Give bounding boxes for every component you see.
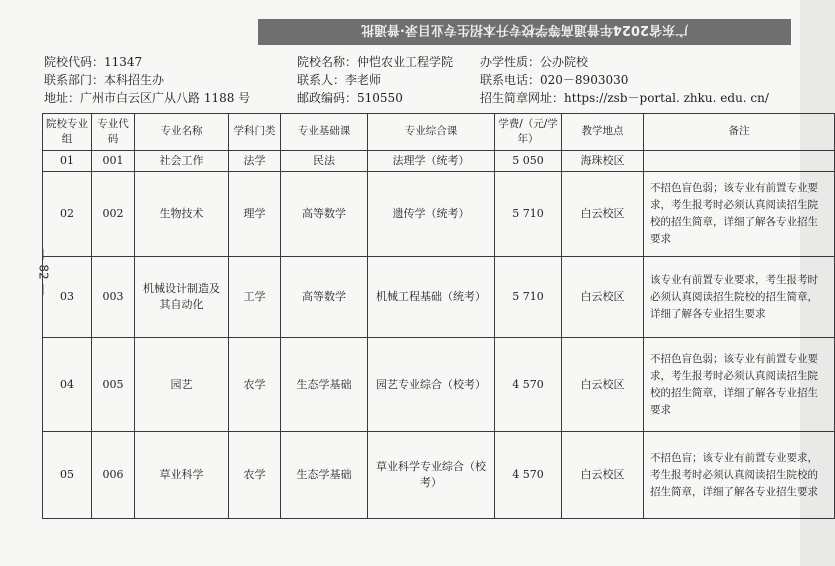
cell-tuition: 5 050 [495,151,562,172]
cell-comprehensive-course: 草业科学专业综合（校考） [368,432,495,519]
table-row [43,338,835,432]
header-remarks: 备注 [644,114,835,151]
cell-location: 白云校区 [562,338,644,432]
cell-basic-course: 民法 [281,151,368,172]
cell-name: 园艺 [135,338,229,432]
cell-comprehensive-course: 机械工程基础（统考） [368,257,495,338]
cell-comprehensive-course: 法理学（统考） [368,151,495,172]
cell-code: 001 [92,151,135,172]
cell-name: 草业科学 [135,432,229,519]
cell-location: 白云校区 [562,432,644,519]
school-nature: 办学性质：公办院校 [480,55,589,69]
school-postcode: 邮政编码：510550 [297,91,403,105]
page-banner: 广东省2024年普通高等学校专升本招生专业目录·普通批 [258,19,791,45]
cell-group: 05 [43,432,92,519]
cell-tuition: 5 710 [495,172,562,257]
table-row [43,257,835,338]
cell-remarks: 不招色盲色弱；该专业有前置专业要求，考生报考时必须认真阅读招生院校的招生简章，详细了解各专业招生要求 [644,172,835,257]
cell-category: 理学 [229,172,281,257]
cell-comprehensive-course: 园艺专业综合（校考） [368,338,495,432]
cell-group: 04 [43,338,92,432]
header-category: 学科门类 [229,114,281,151]
cell-remarks: 该专业有前置专业要求，考生报考时必须认真阅读招生院校的招生简章，详细了解各专业招生要求 [644,257,835,338]
header-group: 院校专业组 [43,114,92,151]
table-header-row [43,114,835,151]
cell-category: 农学 [229,432,281,519]
school-address: 地址：广州市白云区广从八路 1188 号 [44,91,251,105]
contact-person: 联系人：李老师 [297,73,382,87]
cell-remarks [644,151,835,172]
cell-location: 白云校区 [562,257,644,338]
cell-remarks: 不招色盲色弱；该专业有前置专业要求，考生报考时必须认真阅读招生院校的招生简章，详细了解各专业招生要求 [644,338,835,432]
admission-website: 招生简章网址：https://zsb－portal. zhku. edu. cn/ [480,91,769,105]
cell-location: 白云校区 [562,172,644,257]
cell-category: 法学 [229,151,281,172]
header-location: 教学地点 [562,114,644,151]
table-row [43,151,835,172]
cell-basic-course: 生态学基础 [281,338,368,432]
table-row [43,432,835,519]
contact-phone: 联系电话：020－8903030 [480,73,629,87]
cell-code: 003 [92,257,135,338]
cell-category: 农学 [229,338,281,432]
cell-basic-course: 生态学基础 [281,432,368,519]
table-row [43,172,835,257]
school-code: 院校代码：11347 [44,55,143,69]
cell-tuition: 5 710 [495,257,562,338]
header-tuition: 学费/（元/学年） [495,114,562,151]
cell-name: 生物技术 [135,172,229,257]
cell-tuition: 4 570 [495,432,562,519]
header-basic-course: 专业基础课 [281,114,368,151]
cell-remarks: 不招色盲；该专业有前置专业要求，考生报考时必须认真阅读招生院校的招生简章，详细了解各专业招生要求 [644,432,835,519]
majors-table [42,113,835,519]
cell-category: 工学 [229,257,281,338]
cell-group: 01 [43,151,92,172]
school-name: 院校名称：仲恺农业工程学院 [297,55,454,69]
cell-location: 海珠校区 [562,151,644,172]
cell-group: 03 [43,257,92,338]
header-name: 专业名称 [135,114,229,151]
cell-comprehensive-course: 遗传学（统考） [368,172,495,257]
cell-name: 社会工作 [135,151,229,172]
cell-code: 005 [92,338,135,432]
page-number: — 82 — [36,248,51,296]
contact-dept: 联系部门：本科招生办 [44,73,165,87]
cell-group: 02 [43,172,92,257]
cell-code: 006 [92,432,135,519]
header-code: 专业代码 [92,114,135,151]
cell-basic-course: 高等数学 [281,172,368,257]
cell-basic-course: 高等数学 [281,257,368,338]
cell-name: 机械设计制造及其自动化 [135,257,229,338]
cell-tuition: 4 570 [495,338,562,432]
header-comprehensive-course: 专业综合课 [368,114,495,151]
cell-code: 002 [92,172,135,257]
